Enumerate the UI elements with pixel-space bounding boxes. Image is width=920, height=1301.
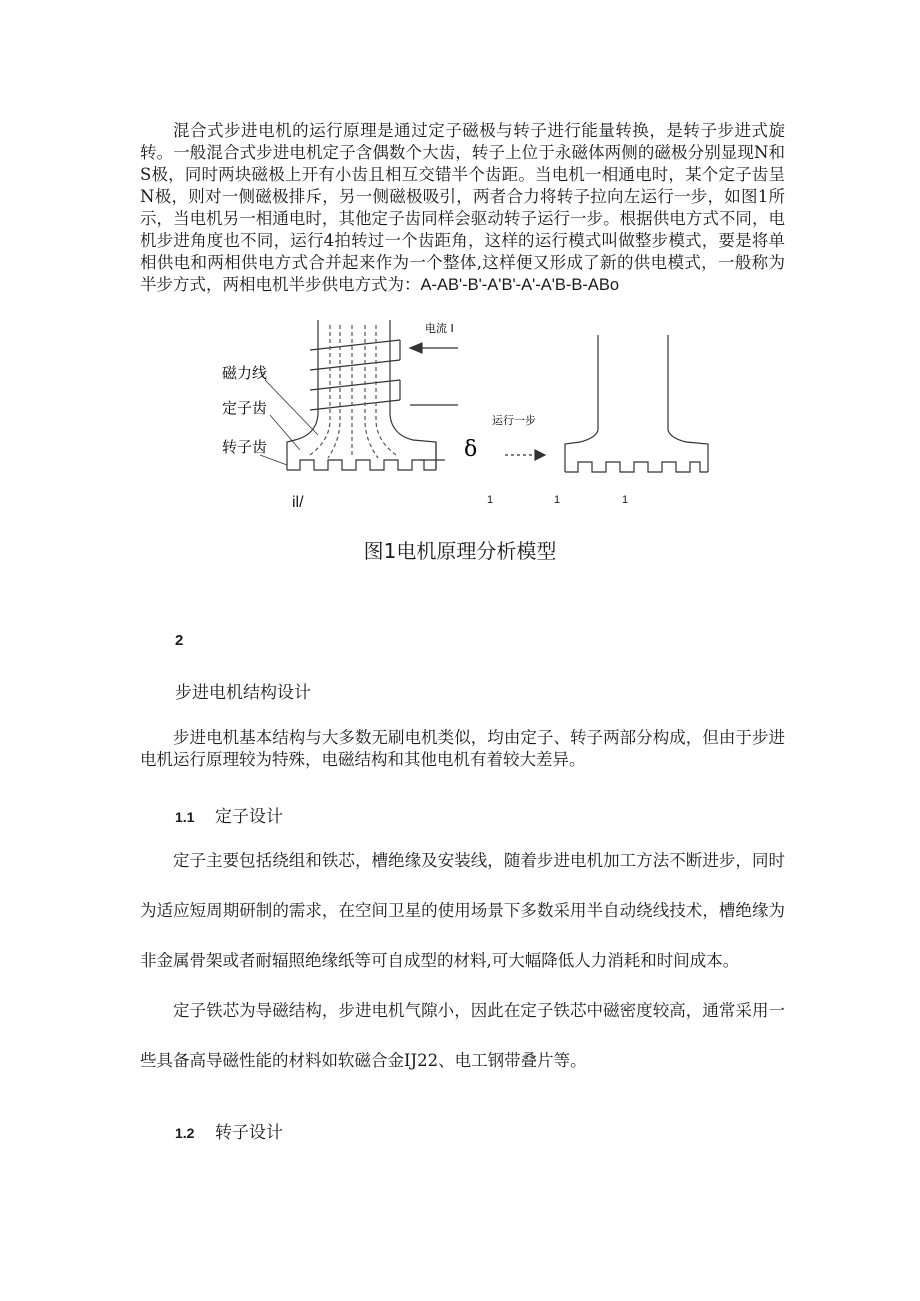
label-stator: 定子齿 (222, 399, 268, 417)
subsection-1-2-heading (175, 1118, 283, 1143)
subsection-title: 定子设计 (215, 807, 283, 827)
label-rotor: 转子齿 (222, 438, 268, 456)
label-flux: 磁力线 (222, 364, 268, 382)
stator-paragraph-2: 定子铁芯为导磁结构，步进电机气隙小，因此在定子铁芯中磁密度较高，通常采用一些具备高导磁性能的材料如软磁合金IJ22、电工钢带叠片等。 (140, 1001, 785, 1070)
figure-caption: 图1电机原理分析模型 (363, 539, 557, 563)
section-number: 2 (175, 632, 184, 649)
rotor-teeth-right (565, 462, 708, 472)
flux-line (376, 325, 396, 455)
right-stator (565, 335, 708, 472)
label-current: 电流 I (425, 322, 454, 335)
subsection-number: 1.2 (175, 1125, 195, 1141)
coil (310, 340, 400, 410)
section-title: 步进电机结构设计 (175, 683, 311, 703)
stray-mark: 1 (622, 494, 629, 506)
section2-paragraph: 步进电机基本结构与大多数无刷电机类似，均由定子、转子两部分构成，但由于步进电机运行原理较为特殊，电磁结构和其他电机有着较大差异。 (140, 728, 785, 769)
intro-text: 混合式步进电机的运行原理是通过定子磁极与转子进行能量转换，是转子步进式旋转。一般混合式步进电机定子含偶数个大齿，转子上位于永磁体两侧的磁极分别显现N和S极，同时两块磁极上开有小齿且相互交错半个齿距。当电机一相通电时，某个定子齿呈N极，则对一侧磁极排斥，另一侧磁极吸引，两者合力将转子拉向左运行一步，如图1所示，当电机另一相通电时，其他定子齿同样会驱动转子运行一步。根据供电方式不同，电机步进角度也不同，运行4拍转过一个齿距角，这样的运行模式叫做整步模式，要是将单相供电和两相供电方式合并起来作为一个整体,这样便又形成了新的供电模式，一般称为半步方式，两相电机半步供电方式为： (140, 121, 785, 294)
subsection-title: 转子设计 (215, 1123, 283, 1143)
label-gap: δ (464, 437, 478, 462)
rotor-teeth-left (287, 460, 436, 470)
motor-principle-figure (200, 310, 720, 500)
stray-mark: 1 (487, 494, 494, 506)
phase-sequence: A-AB'-B'-A'B'-A'-A'B-B-ABo (420, 276, 620, 294)
stator-outline (287, 320, 436, 470)
intro-paragraph (140, 120, 785, 296)
stator-paragraph-1: 定子主要包括绕组和铁芯，槽绝缘及安装线，随着步进电机加工方法不断进步，同时为适应短周期研制的需求，在空间卫星的使用场景下多数采用半自动绕线技术，槽绝缘为非金属骨架或者耐辐照绝缘纸等可自成型的材料,可大幅降低人力消耗和时间成本。 (140, 851, 785, 970)
stray-mark-left: il/ (292, 494, 304, 511)
stray-mark: 1 (554, 494, 561, 506)
subsection-number: 1.1 (175, 809, 195, 825)
label-step: 运行一步 (492, 414, 536, 427)
subsection-1-1-heading (175, 802, 283, 827)
